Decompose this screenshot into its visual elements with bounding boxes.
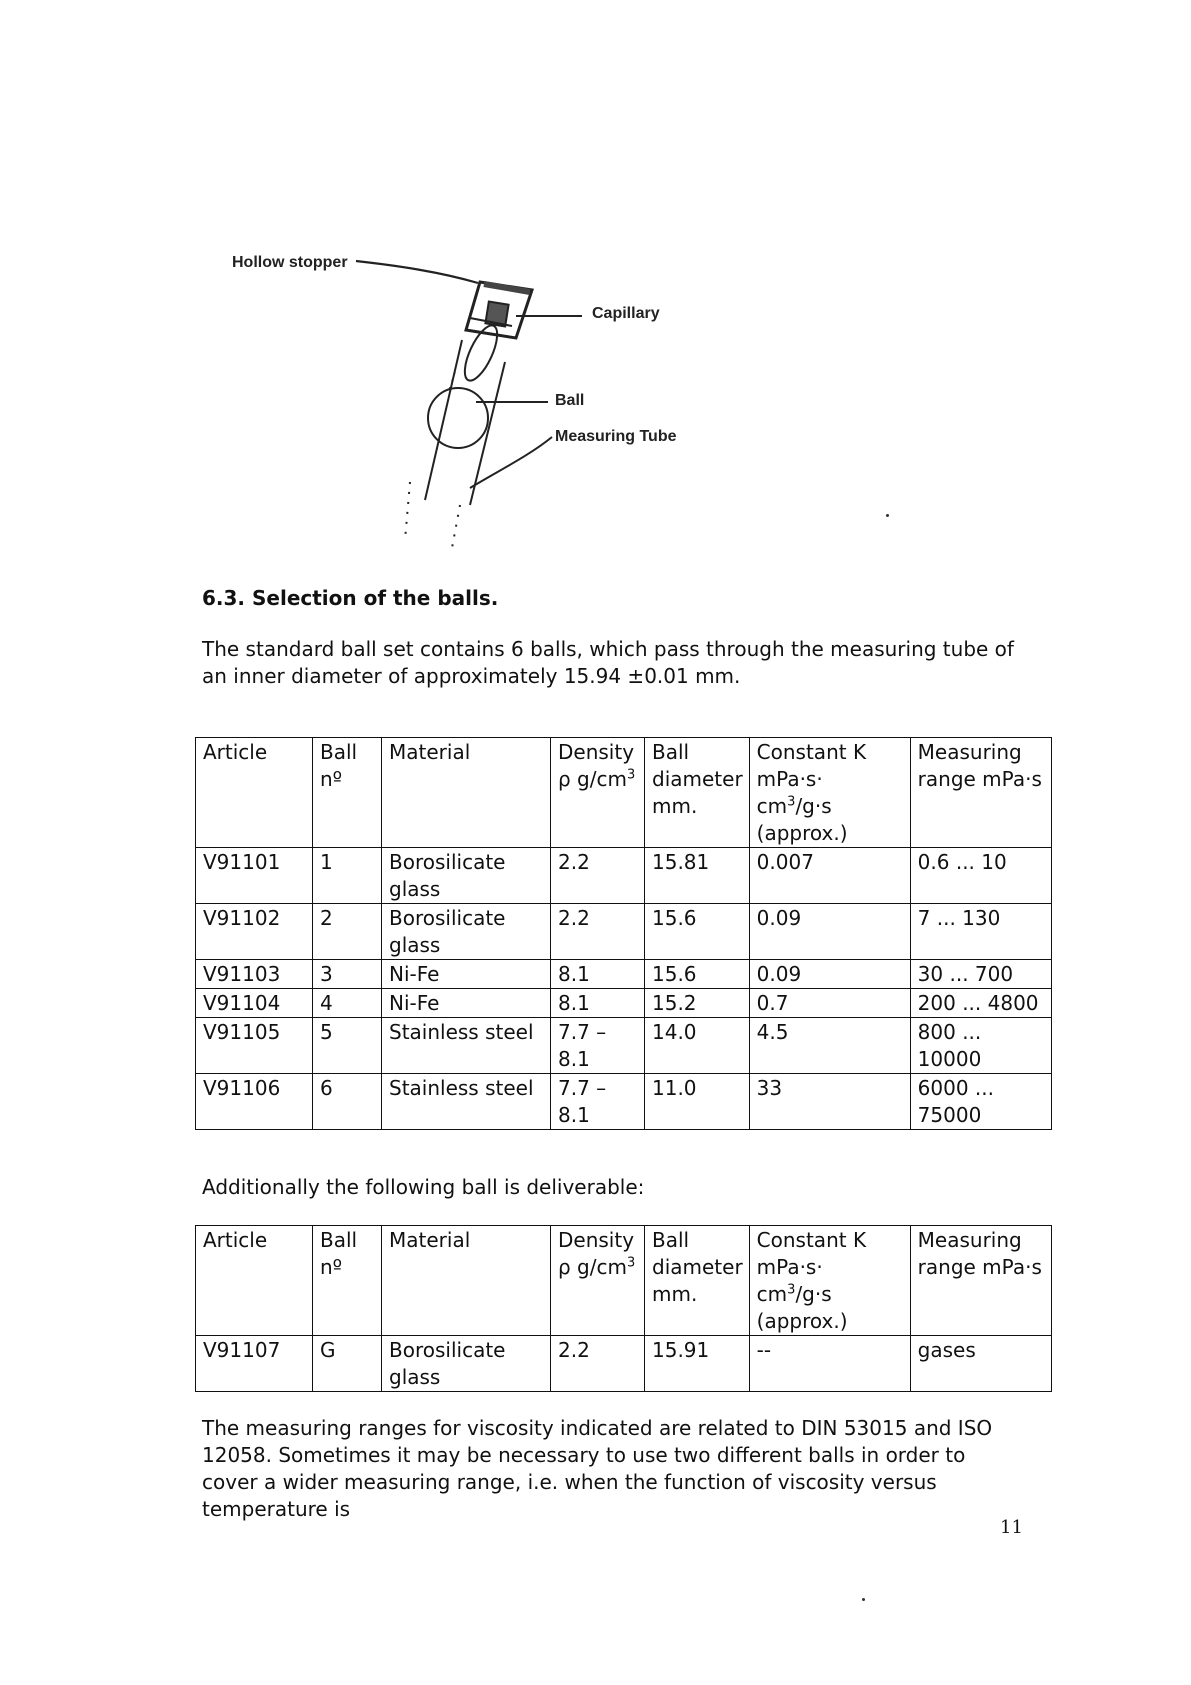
cell-diameter: 15.91 xyxy=(645,1336,750,1392)
header-material: Material xyxy=(382,738,551,848)
cell-ball: 3 xyxy=(313,960,382,989)
header-diameter: Ball diameter mm. xyxy=(645,1226,750,1336)
header-diameter: Ball diameter mm. xyxy=(645,738,750,848)
cell-material: Borosilicate glass xyxy=(382,904,551,960)
table-row xyxy=(196,1018,1052,1074)
header-density xyxy=(551,1226,645,1336)
cell-article: V91104 xyxy=(196,989,313,1018)
header-constant-label: Constant K mPa·s· xyxy=(756,740,867,791)
cell-density: 2.2 xyxy=(551,1336,645,1392)
tube-diagram-drawing xyxy=(0,0,1191,560)
section-heading: 6.3. Selection of the balls. xyxy=(202,586,499,610)
cell-constant: -- xyxy=(749,1336,910,1392)
header-article: Article xyxy=(196,738,313,848)
table-row xyxy=(196,1336,1052,1392)
header-density-label: Density xyxy=(558,1228,635,1252)
cell-ball: 1 xyxy=(313,848,382,904)
capillary-label: Capillary xyxy=(592,305,660,322)
header-constant xyxy=(749,1226,910,1336)
header-constant-approx: (approx.) xyxy=(756,821,848,845)
header-range: Measuring range mPa·s xyxy=(910,1226,1051,1336)
cell-diameter: 11.0 xyxy=(645,1074,750,1130)
header-density-sup: 3 xyxy=(626,767,636,783)
cell-diameter: 15.6 xyxy=(645,960,750,989)
cell-range: 30 ... 700 xyxy=(910,960,1051,989)
cell-diameter: 15.2 xyxy=(645,989,750,1018)
cell-article: V91102 xyxy=(196,904,313,960)
hollow-stopper-label: Hollow stopper xyxy=(232,254,348,271)
cell-material: Ni-Fe xyxy=(382,989,551,1018)
header-constant-sup: 3 xyxy=(787,794,796,810)
table-row xyxy=(196,904,1052,960)
table-row xyxy=(196,960,1052,989)
header-constant-approx: (approx.) xyxy=(756,1309,848,1333)
cell-ball: 2 xyxy=(313,904,382,960)
header-density xyxy=(551,738,645,848)
additional-ball-table xyxy=(195,1225,1052,1392)
cell-ball: 4 xyxy=(313,989,382,1018)
header-density-unit: ρ g/cm xyxy=(558,767,627,791)
cell-constant: 33 xyxy=(749,1074,910,1130)
table-row xyxy=(196,989,1052,1018)
cell-ball: G xyxy=(313,1336,382,1392)
cell-material: Borosilicate glass xyxy=(382,1336,551,1392)
ball-label: Ball xyxy=(555,392,585,409)
header-article: Article xyxy=(196,1226,313,1336)
measuring-tube-label: Measuring Tube xyxy=(555,428,677,445)
cell-article: V91103 xyxy=(196,960,313,989)
cell-material: Ni-Fe xyxy=(382,960,551,989)
cell-constant: 0.007 xyxy=(749,848,910,904)
cell-range: 0.6 ... 10 xyxy=(910,848,1051,904)
cell-material: Borosilicate glass xyxy=(382,848,551,904)
header-density-label: Density xyxy=(558,740,635,764)
cell-diameter: 15.6 xyxy=(645,904,750,960)
header-constant-label: Constant K mPa·s· xyxy=(756,1228,867,1279)
cell-constant: 0.7 xyxy=(749,989,910,1018)
cell-density: 7.7 – 8.1 xyxy=(551,1018,645,1074)
header-constant xyxy=(749,738,910,848)
table-row xyxy=(196,1074,1052,1130)
header-constant-unit-a: cm xyxy=(756,794,788,818)
header-ball-no: Ball nº xyxy=(313,1226,382,1336)
table-header-row xyxy=(196,738,1052,848)
header-density-unit: ρ g/cm xyxy=(558,1255,627,1279)
cell-density: 8.1 xyxy=(551,989,645,1018)
header-material: Material xyxy=(382,1226,551,1336)
header-density-sup: 3 xyxy=(626,1255,636,1271)
page-number: 11 xyxy=(1000,1517,1023,1538)
cell-material: Stainless steel xyxy=(382,1074,551,1130)
cell-constant: 0.09 xyxy=(749,904,910,960)
cell-ball: 6 xyxy=(313,1074,382,1130)
ball-set-table xyxy=(195,737,1052,1130)
cell-range: 6000 ... 75000 xyxy=(910,1074,1051,1130)
cell-ball: 5 xyxy=(313,1018,382,1074)
header-constant-unit-b: /g·s xyxy=(795,794,832,818)
header-constant-sup: 3 xyxy=(787,1282,796,1298)
table-row xyxy=(196,848,1052,904)
header-constant-unit-b: /g·s xyxy=(795,1282,832,1306)
cell-density: 8.1 xyxy=(551,960,645,989)
cell-density: 2.2 xyxy=(551,848,645,904)
cell-density: 2.2 xyxy=(551,904,645,960)
cell-article: V91107 xyxy=(196,1336,313,1392)
closing-paragraph: The measuring ranges for viscosity indicated are related to DIN 53015 and ISO 12058. Sometimes it may be necessary to use two different balls in order to cover a wider measuring range, i.e. when the function of viscosity versus temperature is xyxy=(202,1416,993,1521)
cell-diameter: 14.0 xyxy=(645,1018,750,1074)
cell-constant: 0.09 xyxy=(749,960,910,989)
additional-paragraph: Additionally the following ball is deliverable: xyxy=(202,1175,645,1199)
cell-article: V91101 xyxy=(196,848,313,904)
header-range: Measuring range mPa·s xyxy=(910,738,1051,848)
intro-paragraph: The standard ball set contains 6 balls, which pass through the measuring tube of an inner diameter of approximately 15.94 ±0.01 mm. xyxy=(202,637,1014,688)
tube-diagram xyxy=(0,0,1191,560)
cell-range: gases xyxy=(910,1336,1051,1392)
cell-range: 7 ... 130 xyxy=(910,904,1051,960)
cell-diameter: 15.81 xyxy=(645,848,750,904)
cell-article: V91105 xyxy=(196,1018,313,1074)
cell-density: 7.7 – 8.1 xyxy=(551,1074,645,1130)
cell-range: 800 ... 10000 xyxy=(910,1018,1051,1074)
cell-article: V91106 xyxy=(196,1074,313,1130)
header-ball-no: Ball nº xyxy=(313,738,382,848)
cell-constant: 4.5 xyxy=(749,1018,910,1074)
table-header-row xyxy=(196,1226,1052,1336)
header-constant-unit-a: cm xyxy=(756,1282,788,1306)
scan-speck xyxy=(886,514,889,517)
cell-range: 200 ... 4800 xyxy=(910,989,1051,1018)
cell-material: Stainless steel xyxy=(382,1018,551,1074)
scan-speck xyxy=(862,1598,865,1601)
